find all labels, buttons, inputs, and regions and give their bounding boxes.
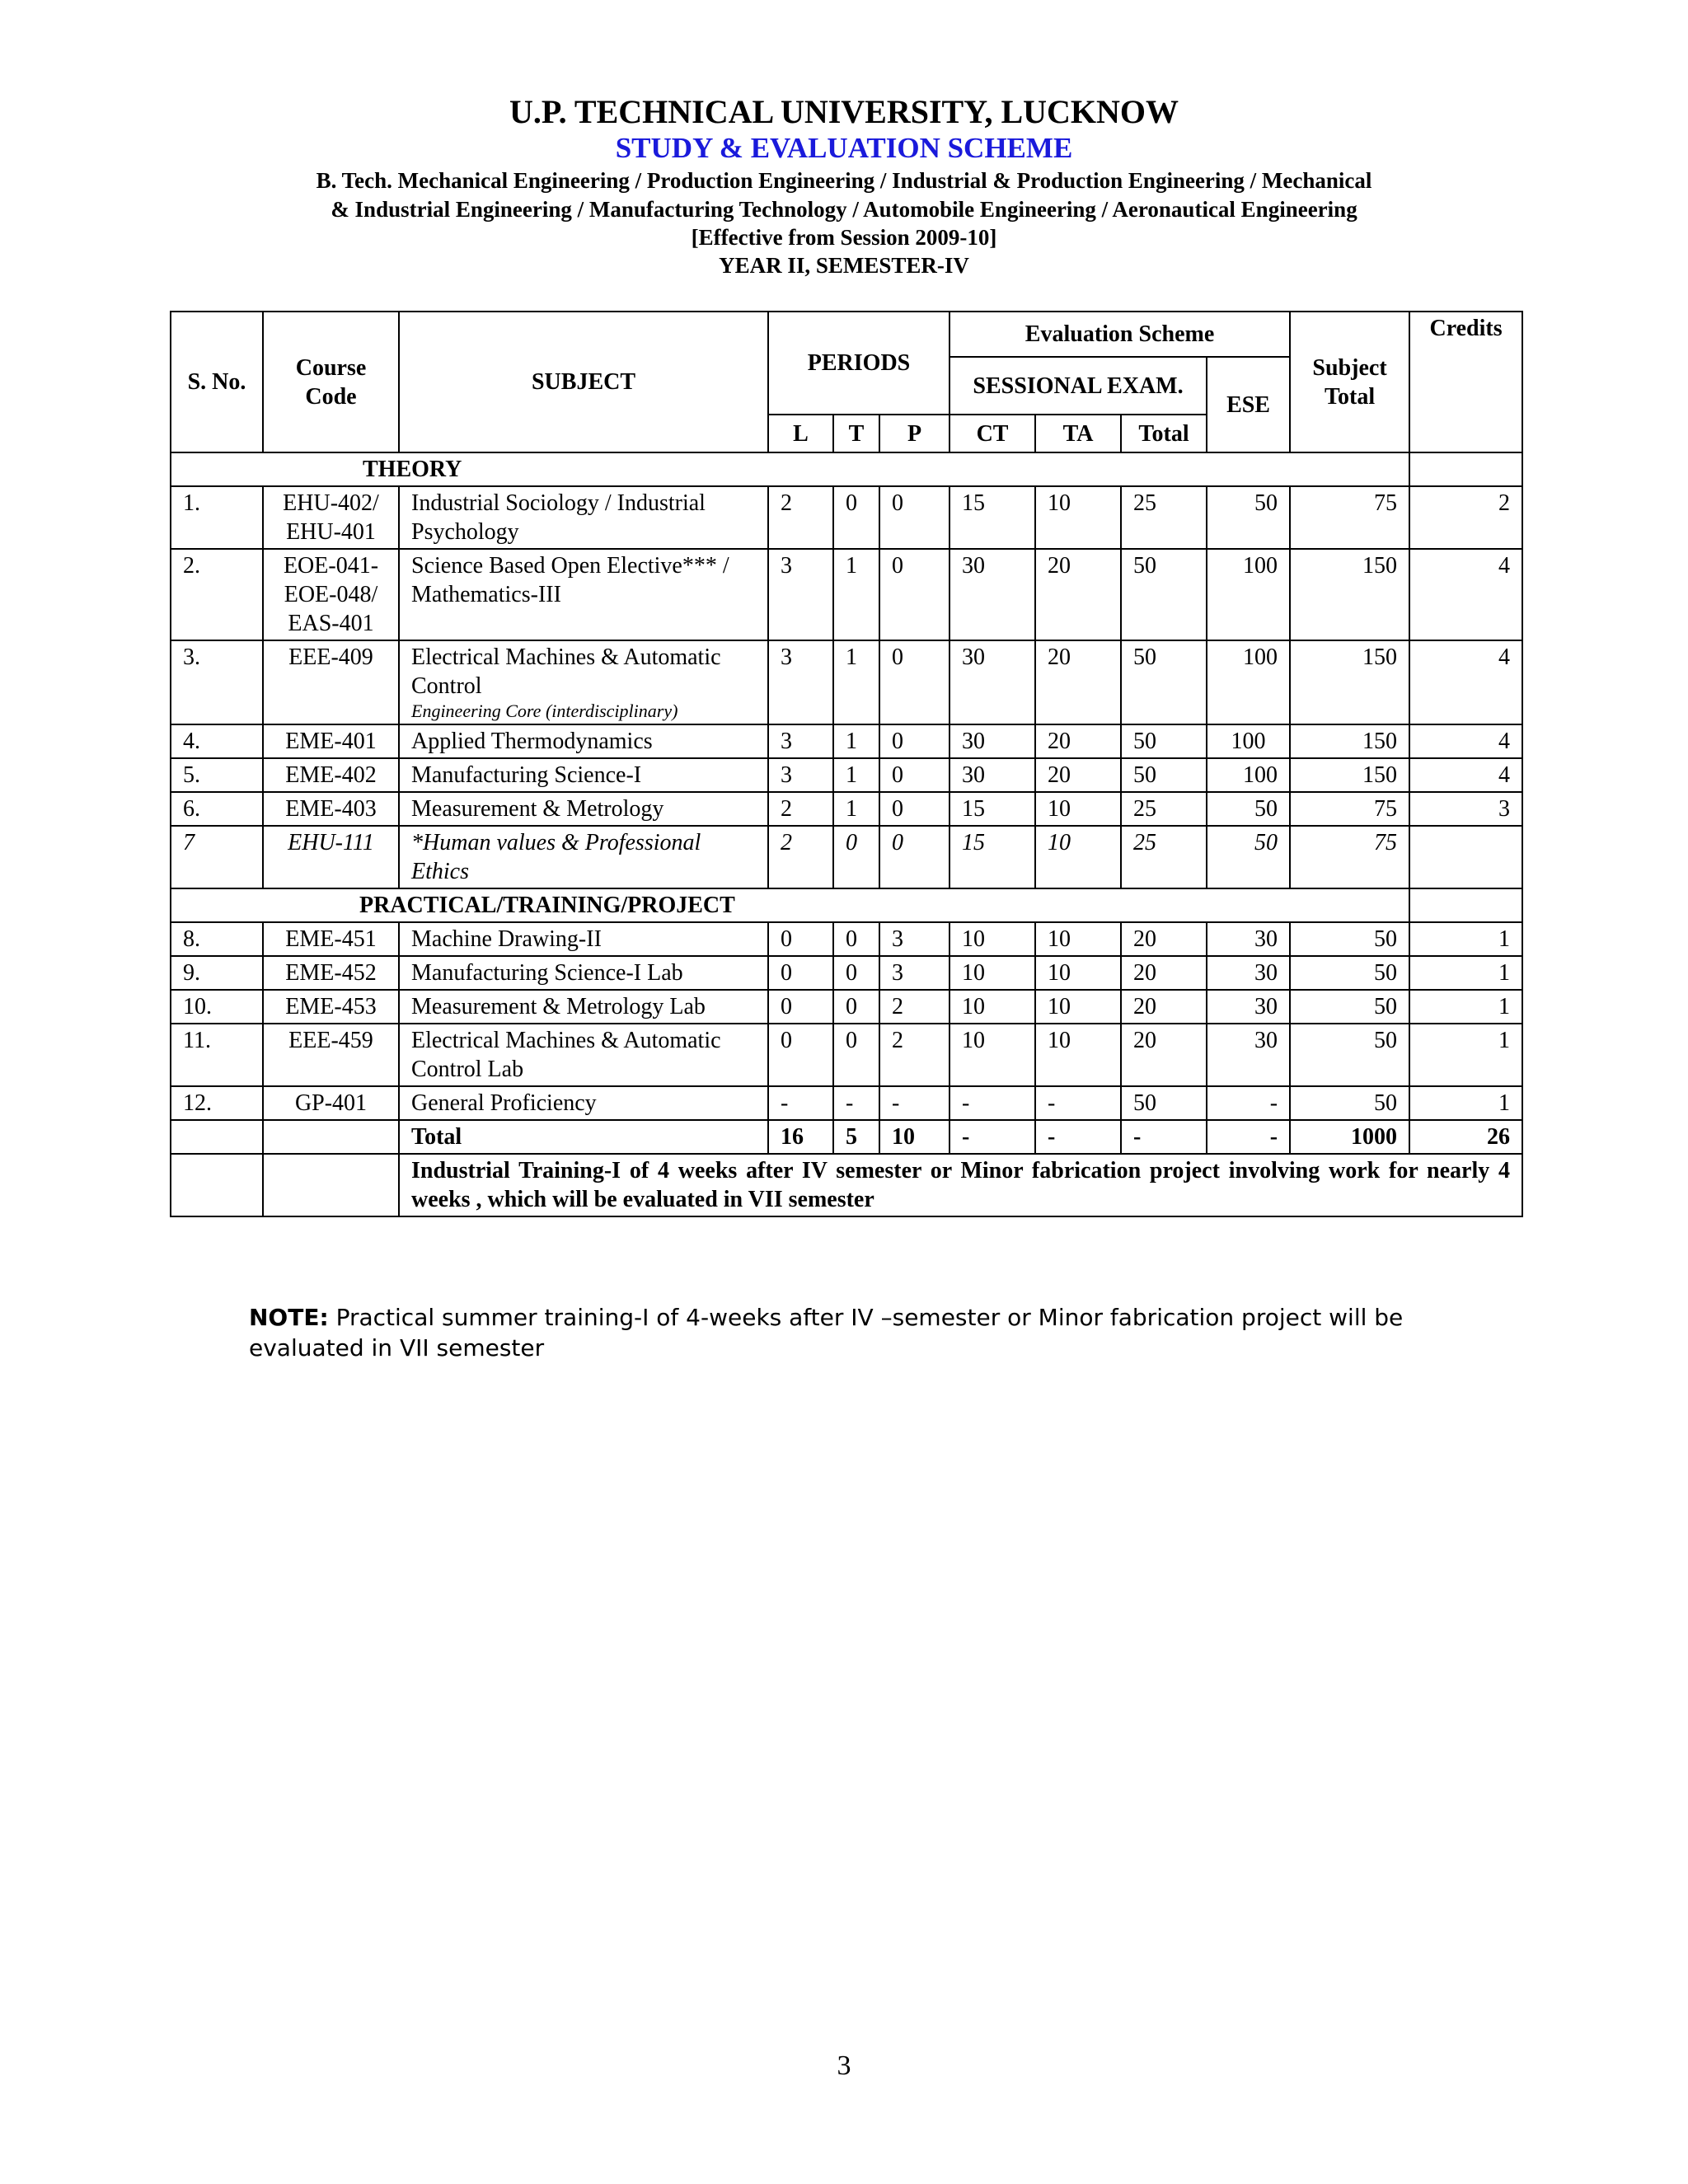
header-sessional-exam: SESSIONAL EXAM. [950, 357, 1207, 415]
header-total: Total [1121, 415, 1207, 452]
table-row: 6. EME-403 Measurement & Metrology 2 1 0 15 10 25 50 75 3 [171, 792, 1522, 826]
total-row: Total 16 5 10 - - - - 1000 26 [171, 1120, 1522, 1154]
branches-line-1: B. Tech. Mechanical Engineering / Production Engineering / Industrial & Production Engineering / Mechanical [316, 168, 1372, 193]
note-label: NOTE: [249, 1304, 329, 1331]
table-row: 11. EEE-459 Electrical Machines & Automatic Control Lab 0 0 2 10 10 20 30 50 1 [171, 1024, 1522, 1086]
header-ta: TA [1035, 415, 1121, 452]
table-row: 9. EME-452 Manufacturing Science-I Lab 0 0 3 10 10 20 30 50 1 [171, 956, 1522, 990]
table-row: 2. EOE-041- EOE-048/ EAS-401 Science Based Open Elective*** / Mathematics-III 3 1 0 30 20 50 100 150 4 [171, 549, 1522, 640]
header-credits: Credits [1409, 312, 1522, 452]
scheme-subtitle: STUDY & EVALUATION SCHEME [615, 132, 1073, 164]
note-block [249, 1302, 1469, 1363]
table-row: 3. EEE-409 Electrical Machines & Automatic Control Engineering Core (interdisciplinary) 3 1 0 30 20 50 100 150 4 [171, 640, 1522, 724]
year-semester-line: YEAR II, SEMESTER-IV [719, 253, 969, 278]
header-sno: S. No. [171, 312, 263, 452]
table-row: 4. EME-401 Applied Thermodynamics 3 1 0 30 20 50 100 150 4 [171, 724, 1522, 758]
training-note-row [171, 1154, 1522, 1216]
header-l: L [768, 415, 833, 452]
header-p: P [879, 415, 950, 452]
evaluation-scheme-table [170, 311, 1523, 1217]
branches-line-2: & Industrial Engineering / Manufacturing Technology / Automobile Engineering / Aeronautical Engineering [331, 197, 1357, 222]
subject-category-note: Engineering Core (interdisciplinary) [411, 701, 678, 721]
header-evaluation-scheme: Evaluation Scheme [950, 312, 1290, 357]
table-row: 12. GP-401 General Proficiency - - - - - 50 - 50 1 [171, 1086, 1522, 1120]
table-row: 8. EME-451 Machine Drawing-II 0 0 3 10 10 20 30 50 1 [171, 922, 1522, 956]
header-t: T [833, 415, 879, 452]
practical-section-row [171, 888, 1522, 922]
session-line: [Effective from Session 2009-10] [691, 225, 997, 250]
table-row: 10. EME-453 Measurement & Metrology Lab 0 0 2 10 10 20 30 50 1 [171, 990, 1522, 1024]
table-row: 7 EHU-111 *Human values & Professional Ethics 2 0 0 15 10 25 50 75 [171, 826, 1522, 888]
university-title: U.P. TECHNICAL UNIVERSITY, LUCKNOW [509, 93, 1179, 130]
header-periods: PERIODS [768, 312, 950, 415]
practical-label: PRACTICAL/TRAINING/PROJECT [171, 888, 1409, 922]
table-row: 1. EHU-402/ EHU-401 Industrial Sociology / Industrial Psychology 2 0 0 15 10 25 50 75 2 [171, 486, 1522, 549]
header-course-code: Course Code [263, 312, 399, 452]
note-text: Practical summer training-I of 4-weeks after IV –semester or Minor fabrication project will be evaluated in VII semester [249, 1304, 1404, 1361]
header-ct: CT [950, 415, 1035, 452]
theory-section-row [171, 452, 1522, 486]
subject-name: Electrical Machines & Automatic Control [411, 644, 721, 699]
theory-label: THEORY [171, 452, 1409, 486]
header-subject: SUBJECT [399, 312, 768, 452]
total-label: Total [399, 1120, 768, 1154]
training-note: Industrial Training-I of 4 weeks after IV semester or Minor fabrication project involving work for nearly 4 weeks , which will be evaluated in VII semester [399, 1154, 1522, 1216]
page-number: 3 [837, 2050, 851, 2081]
header-subject-total: Subject Total [1290, 312, 1409, 452]
table-row: 5. EME-402 Manufacturing Science-I 3 1 0 30 20 50 100 150 4 [171, 758, 1522, 792]
header-ese: ESE [1207, 357, 1290, 452]
